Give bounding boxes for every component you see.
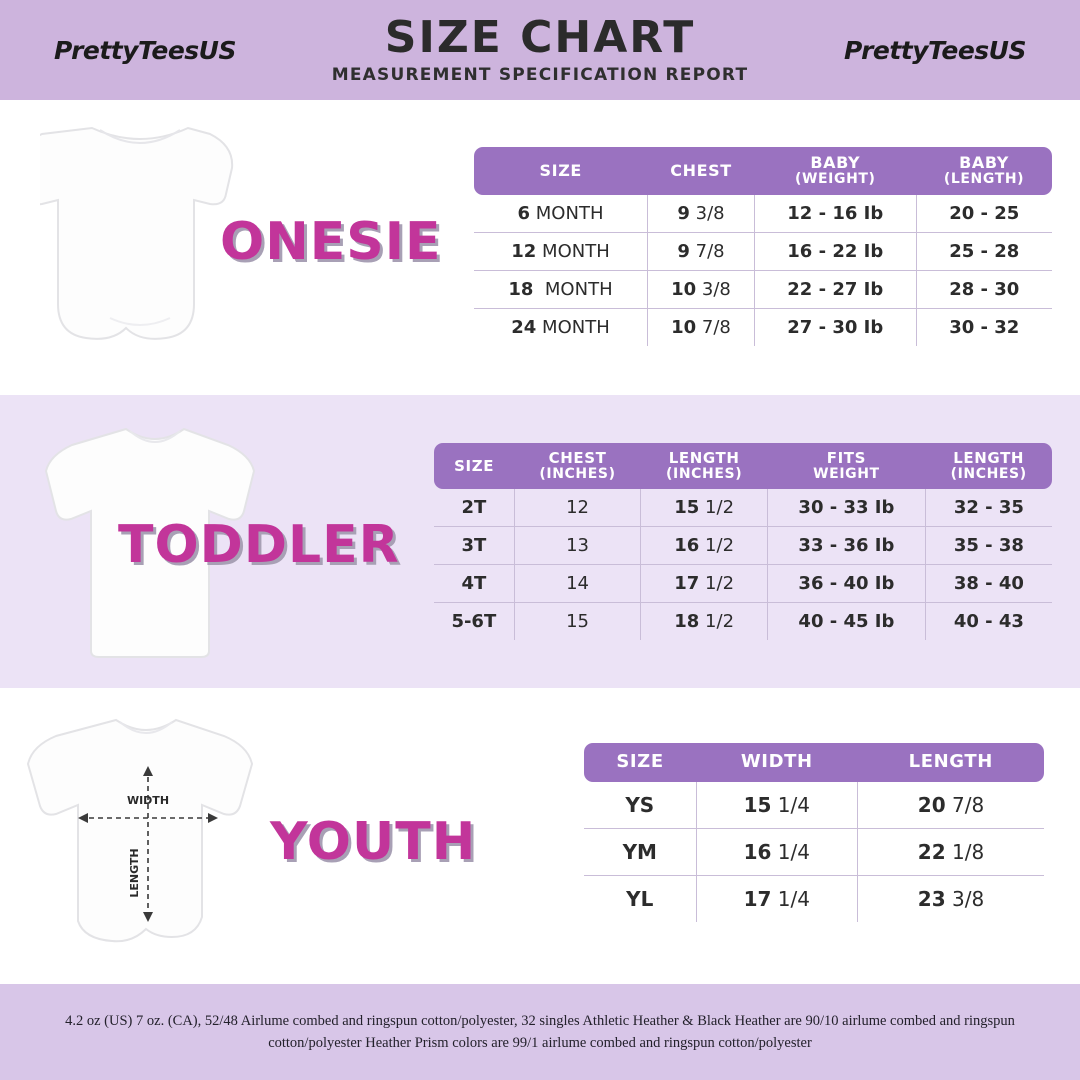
col-size: SIZE xyxy=(584,743,696,781)
cell-size: 24 MONTH xyxy=(474,308,648,346)
cell-width: 15 1/4 xyxy=(696,782,857,829)
toddler-label: TODDLER xyxy=(118,515,400,575)
cell-length: 23 3/8 xyxy=(917,886,985,911)
table-row xyxy=(584,782,1044,829)
cell-weight: 12 - 16 Ib xyxy=(754,195,916,233)
onesie-garment-area xyxy=(0,100,470,393)
cell-chest: 12 xyxy=(514,489,641,527)
length-measure-label: LENGTH xyxy=(128,848,141,898)
page-header xyxy=(0,0,1080,100)
cell-chest: 10 3/8 xyxy=(648,270,755,308)
table-row xyxy=(584,828,1044,875)
cell-chest: 10 7/8 xyxy=(648,308,755,346)
onesie-size-table xyxy=(474,147,1052,346)
section-onesie xyxy=(0,100,1080,393)
youth-label: YOUTH xyxy=(270,812,477,872)
cell-size: 2T xyxy=(434,489,514,527)
youth-tshirt-measure-icon xyxy=(20,708,280,956)
cell-width: 16 1/4 xyxy=(696,828,857,875)
cell-size: YL xyxy=(584,875,696,922)
col-length: LENGTH (INCHES) xyxy=(641,443,768,489)
col-baby-weight: BABY (WEIGHT) xyxy=(754,147,916,195)
col-length: LENGTH xyxy=(857,743,1044,781)
table-row xyxy=(584,875,1044,922)
table-header-row xyxy=(434,443,1052,489)
cell-length2: 35 - 38 xyxy=(925,527,1052,565)
col-fits-weight: FITS WEIGHT xyxy=(767,443,925,489)
cell-weight: 33 - 36 Ib xyxy=(767,527,925,565)
cell-size: 5-6T xyxy=(434,603,514,641)
cell-size: 12 MONTH xyxy=(474,232,648,270)
section-toddler xyxy=(0,395,1080,688)
cell-length: 18 1/2 xyxy=(641,603,768,641)
cell-chest: 9 7/8 xyxy=(648,232,755,270)
brand-right: PrettyTeesUS xyxy=(844,35,1026,65)
cell-chest: 9 3/8 xyxy=(648,195,755,233)
cell-length2: 38 - 40 xyxy=(925,565,1052,603)
section-youth xyxy=(0,690,1080,975)
cell-length: 20 7/8 xyxy=(857,782,1044,829)
cell-weight: 27 - 30 Ib xyxy=(754,308,916,346)
cell-length2: 32 - 35 xyxy=(925,489,1052,527)
cell-width: 17 1/4 xyxy=(696,875,857,922)
cell-weight: 16 - 22 Ib xyxy=(754,232,916,270)
cell-size: YS xyxy=(584,782,696,829)
cell-size: 6 MONTH xyxy=(474,195,648,233)
cell-chest: 13 xyxy=(514,527,641,565)
cell-size: YM xyxy=(584,828,696,875)
cell-chest: 15 xyxy=(514,603,641,641)
col-baby-length: BABY (LENGTH) xyxy=(916,147,1052,195)
baby-onesie-icon xyxy=(40,118,240,376)
table-row xyxy=(434,489,1052,527)
width-measure-label: WIDTH xyxy=(126,794,170,807)
youth-garment-area xyxy=(0,690,477,975)
col-size: SIZE xyxy=(434,443,514,489)
cell-length: 20 - 25 xyxy=(916,195,1052,233)
page-subtitle: MEASUREMENT SPECIFICATION REPORT xyxy=(331,65,749,86)
cell-length: 25 - 28 xyxy=(916,232,1052,270)
table-header-row xyxy=(584,743,1044,781)
cell-length2: 40 - 43 xyxy=(953,611,1024,633)
cell-length: 22 1/8 xyxy=(857,828,1044,875)
cell-length: 17 1/2 xyxy=(641,565,768,603)
onesie-table-wrap xyxy=(470,147,1080,346)
page-footer xyxy=(0,984,1080,1080)
table-row xyxy=(474,270,1052,308)
table-header-row xyxy=(474,147,1052,195)
cell-size: 3T xyxy=(434,527,514,565)
toddler-garment-area xyxy=(0,395,434,688)
col-width: WIDTH xyxy=(696,743,857,781)
cell-length: 16 1/2 xyxy=(641,527,768,565)
table-row xyxy=(474,195,1052,233)
cell-weight: 30 - 33 Ib xyxy=(767,489,925,527)
youth-size-table xyxy=(584,743,1044,921)
toddler-size-table xyxy=(434,443,1052,640)
table-row xyxy=(434,603,1052,641)
youth-table-wrap xyxy=(470,743,1080,921)
brand-left: PrettyTeesUS xyxy=(54,35,236,65)
cell-chest: 14 xyxy=(514,565,641,603)
table-row xyxy=(474,232,1052,270)
footer-line-1: 4.2 oz (US) 7 oz. (CA), 52/48 Airlume combed and ringspun cotton/polyester, 32 singles Athletic Heather & Black Heather are 90/10 airlume combed and xyxy=(65,1012,961,1029)
footer-line-2: ringspun cotton/polyester Heather Prism colors are 99/1 airlume combed and ringspun cotton/polyester xyxy=(268,1012,1015,1051)
cell-weight: 40 - 45 Ib xyxy=(767,603,925,641)
col-chest: CHEST xyxy=(648,147,755,195)
cell-size: 4T xyxy=(434,565,514,603)
table-row xyxy=(474,308,1052,346)
col-chest: CHEST (INCHES) xyxy=(514,443,641,489)
onesie-label: ONESIE xyxy=(220,212,442,272)
cell-weight: 36 - 40 Ib xyxy=(767,565,925,603)
header-center xyxy=(260,11,820,86)
cell-weight: 22 - 27 Ib xyxy=(754,270,916,308)
cell-size: 18 MONTH xyxy=(474,270,648,308)
col-size: SIZE xyxy=(474,147,648,195)
cell-length: 15 1/2 xyxy=(641,489,768,527)
col-length2: LENGTH (INCHES) xyxy=(925,443,1052,489)
cell-length: 28 - 30 xyxy=(916,270,1052,308)
footer-text xyxy=(34,1010,1046,1055)
page-title: SIZE CHART xyxy=(384,11,696,63)
cell-length: 30 - 32 xyxy=(949,316,1020,338)
table-row xyxy=(434,565,1052,603)
table-row xyxy=(434,527,1052,565)
toddler-table-wrap xyxy=(434,443,1080,640)
